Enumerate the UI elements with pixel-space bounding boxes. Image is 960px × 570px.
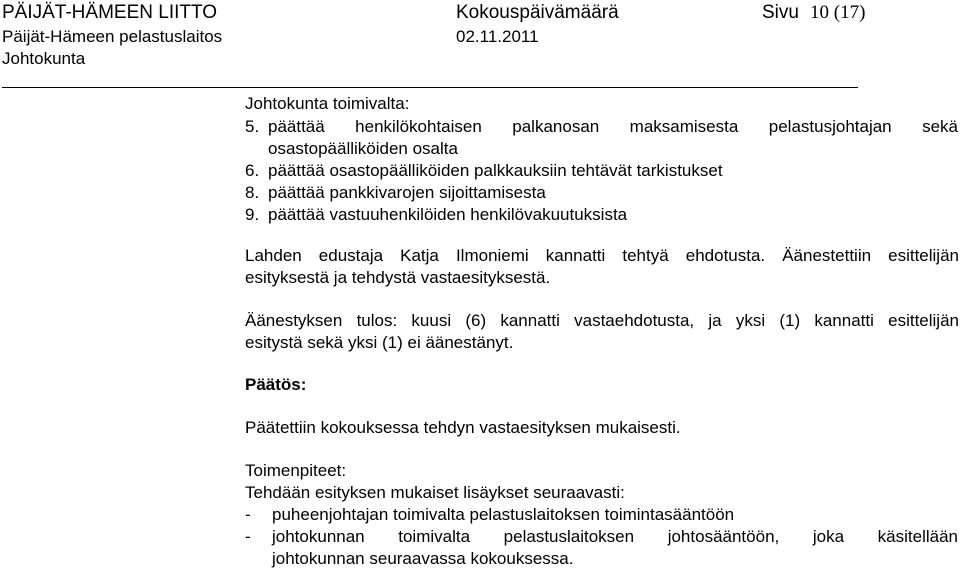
powers-item-text: päättää vastuuhenkilöiden henkilövakuutuksista: [268, 205, 628, 224]
powers-item-num: 8.: [245, 183, 260, 202]
actions-item-dash: -: [245, 505, 251, 524]
decision-text: Päätettiin kokouksessa tehdyn vastaesityksen mukaisesti.: [245, 418, 681, 437]
body-name: Johtokunta: [2, 49, 86, 68]
actions-item-text: johtokunnan toimivalta pelastuslaitoksen johtosääntöön, joka käsitellään: [272, 527, 958, 546]
powers-item-text: päättää pankkivarojen sijoittamisesta: [268, 183, 546, 202]
organization-name: PÄIJÄT-HÄMEEN LIITTO: [2, 2, 218, 23]
powers-heading: Johtokunta toimivalta:: [245, 94, 410, 113]
page-number: 10 (17): [810, 2, 866, 23]
department-name: Päijät-Hämeen pelastuslaitos: [2, 27, 223, 46]
powers-item-text: päättää henkilökohtaisen palkanosan maksamisesta pelastusjohtajan sekä: [268, 117, 958, 136]
proposal-line: Lahden edustaja Katja Ilmoniemi kannatti tehtyä ehdotusta. Äänestettiin esittelijän: [245, 246, 959, 265]
proposal-line: esityksestä ja tehdystä vastaesityksestä.: [245, 268, 551, 287]
actions-label: Toimenpiteet:: [245, 461, 347, 480]
actions-item-dash: -: [245, 527, 251, 546]
meeting-date-label: Kokouspäivämäärä: [456, 2, 619, 23]
powers-item-num: 6.: [245, 161, 260, 180]
meeting-date: 02.11.2011: [456, 27, 539, 46]
actions-item-text: puheenjohtajan toimivalta pelastuslaitoksen toimintasääntöön: [272, 505, 735, 524]
vote-result-line: esitystä sekä yksi (1) ei äänestänyt.: [245, 333, 514, 352]
actions-item-continuation: johtokunnan seuraavassa kokouksessa.: [272, 549, 574, 568]
actions-intro: Tehdään esityksen mukaiset lisäykset seuraavasti:: [245, 483, 625, 502]
header-rule: [2, 87, 858, 88]
powers-item-num: 5.: [245, 117, 260, 136]
vote-result-line: Äänestyksen tulos: kuusi (6) kannatti vastaehdotusta, ja yksi (1) kannatti esittelijän: [245, 311, 959, 330]
powers-item-num: 9.: [245, 205, 260, 224]
powers-item-text: päättää osastopäälliköiden palkkauksiin tehtävät tarkistukset: [268, 161, 723, 180]
page-label: Sivu: [762, 2, 799, 23]
powers-item-continuation: osastopäälliköiden osalta: [268, 139, 458, 158]
decision-label: Päätös:: [245, 375, 307, 394]
